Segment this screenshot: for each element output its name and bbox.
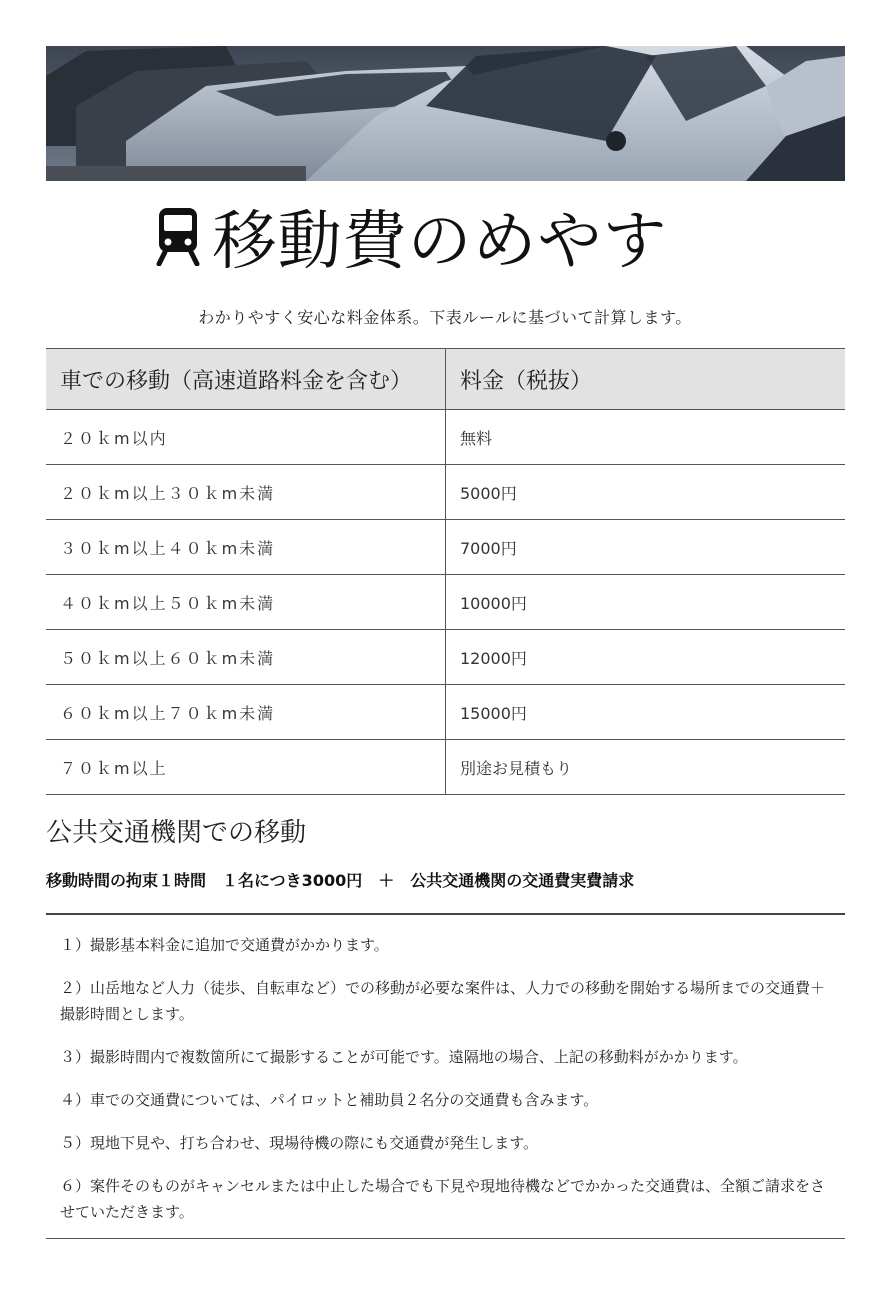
page-title <box>0 192 890 280</box>
price-cell: 無料 <box>446 410 846 465</box>
table-row <box>46 685 845 740</box>
table-row <box>46 630 845 685</box>
divider <box>46 913 845 915</box>
parked-cars-photo <box>46 46 845 181</box>
table-row <box>46 520 845 575</box>
table-row <box>46 410 845 465</box>
divider <box>46 1238 845 1239</box>
page-subtitle: わかりやすく安心な料金体系。下表ルールに基づいて計算します。 <box>198 308 692 327</box>
table-row <box>46 465 845 520</box>
table-row <box>46 740 845 795</box>
distance-cell: ２０ｋm以内 <box>46 410 446 465</box>
note-item: ４）車での交通費については、パイロットと補助員２名分の交通費も含みます。 <box>60 1091 599 1109</box>
note-item: ２）山岳地など人力（徒歩、自転車など）での移動が必要な案件は、人力での移動を開始する場所までの交通費＋撮影時間とします。 <box>60 979 826 1023</box>
notes-list <box>60 932 830 1242</box>
distance-cell: ４０ｋm以上５０ｋm未満 <box>46 575 446 630</box>
train-icon <box>153 206 203 266</box>
note-item: １）撮影基本料金に追加で交通費がかかります。 <box>60 936 389 954</box>
price-cell: 7000円 <box>446 520 846 575</box>
column-header-price: 料金（税抜） <box>446 349 846 410</box>
distance-cell: ６０ｋm以上７０ｋm未満 <box>46 685 446 740</box>
rate-table <box>46 348 845 795</box>
distance-cell: ３０ｋm以上４０ｋm未満 <box>46 520 446 575</box>
distance-cell: ２０ｋm以上３０ｋm未満 <box>46 465 446 520</box>
public-transport-heading: 公共交通機関での移動 <box>46 818 307 848</box>
note-item: ６）案件そのものがキャンセルまたは中止した場合でも下見や現地待機などでかかった交通費は、全額ご請求をさせていただきます。 <box>60 1177 826 1221</box>
price-cell: 12000円 <box>446 630 846 685</box>
distance-cell: ７０ｋm以上 <box>46 740 446 795</box>
table-row <box>46 575 845 630</box>
price-cell: 別途お見積もり <box>446 740 846 795</box>
note-item: ３）撮影時間内で複数箇所にて撮影することが可能です。遠隔地の場合、上記の移動料がかかります。 <box>60 1048 748 1066</box>
page-title-text: 移動費のめやす <box>212 205 668 279</box>
table-header-row <box>46 349 845 410</box>
note-item: ５）現地下見や、打ち合わせ、現場待機の際にも交通費が発生します。 <box>60 1134 539 1152</box>
public-transport-rule: 移動時間の拘束１時間 １名につき3000円 ＋ 公共交通機関の交通費実費請求 <box>46 871 635 890</box>
column-header-distance: 車での移動（高速道路料金を含む） <box>46 349 446 410</box>
distance-cell: ５０ｋm以上６０ｋm未満 <box>46 630 446 685</box>
hero-image <box>46 46 845 181</box>
price-cell: 5000円 <box>446 465 846 520</box>
price-cell: 15000円 <box>446 685 846 740</box>
price-cell: 10000円 <box>446 575 846 630</box>
